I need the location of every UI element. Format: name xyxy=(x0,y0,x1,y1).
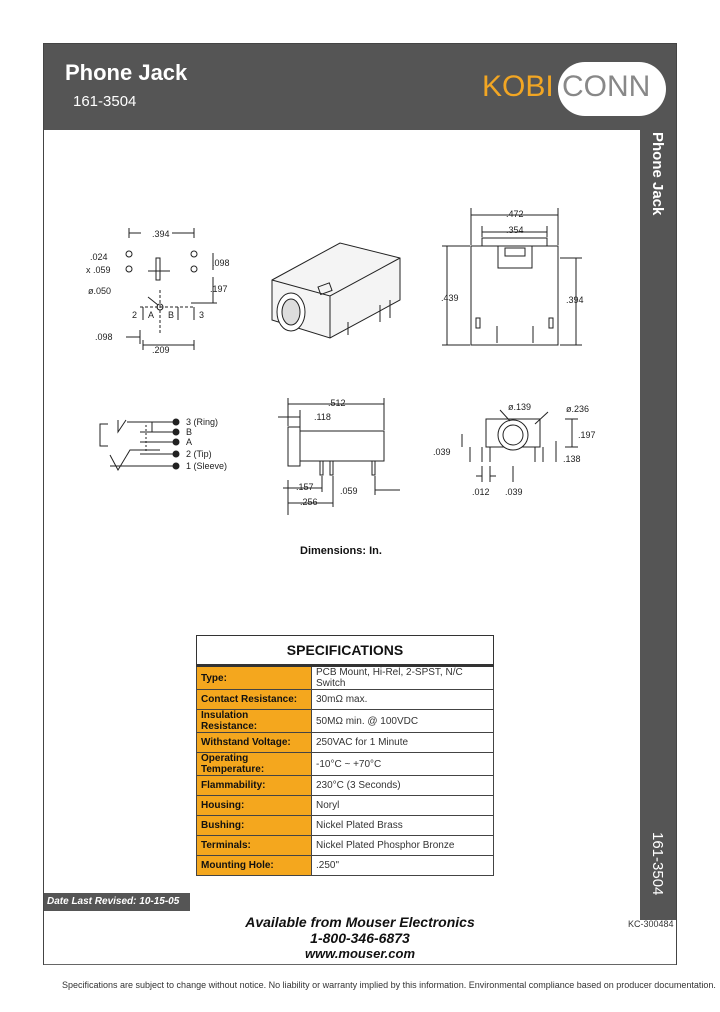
part-number: 161-3504 xyxy=(73,93,137,110)
specifications-table xyxy=(196,635,494,876)
spec-key: Contact Resistance: xyxy=(197,690,312,710)
spec-value: 50MΩ min. @ 100VDC xyxy=(312,710,494,733)
dim-439: .439 xyxy=(441,293,459,303)
spec-value: 250VAC for 1 Minute xyxy=(312,733,494,753)
dim-118: .118 xyxy=(314,412,331,422)
dim-197b: .197 xyxy=(578,430,596,440)
pin-3: 3 (Ring) xyxy=(186,417,219,427)
dim-394: .394 xyxy=(152,229,170,239)
logo-conn: CONN xyxy=(562,70,651,103)
spec-row xyxy=(197,753,494,776)
spec-row xyxy=(197,816,494,836)
spec-key: Insulation Resistance: xyxy=(197,710,312,733)
spec-row xyxy=(197,856,494,876)
sidebar-part-number: 161-3504 xyxy=(649,832,666,896)
revised-box xyxy=(44,893,190,911)
spec-key: Flammability: xyxy=(197,776,312,796)
dim-059b: .059 xyxy=(340,486,358,496)
spec-value: PCB Mount, Hi-Rel, 2-SPST, N/C Switch xyxy=(312,666,494,690)
availability-url[interactable]: www.mouser.com xyxy=(304,946,416,961)
availability-line1: Available from Mouser Electronics xyxy=(245,914,475,930)
spec-row xyxy=(197,733,494,753)
dim-157: .157 xyxy=(296,482,314,492)
schematic-drawing xyxy=(100,417,227,471)
dimensions-note: Dimensions: In. xyxy=(300,545,382,557)
spec-row xyxy=(197,666,494,690)
spec-key: Mounting Hole: xyxy=(197,856,312,876)
dim-039a: .039 xyxy=(433,447,451,457)
dim-039b: .039 xyxy=(505,487,523,497)
dim-138: .138 xyxy=(563,454,581,464)
spec-row xyxy=(197,690,494,710)
dim-354: .354 xyxy=(506,225,524,235)
spec-key: Operating Temperature: xyxy=(197,753,312,776)
spec-key: Terminals: xyxy=(197,836,312,856)
dim-256: .256 xyxy=(300,497,318,507)
dim-059: x .059 xyxy=(86,265,111,275)
spec-key: Type: xyxy=(197,666,312,690)
disclaimer: Specifications are subject to change without notice. No liability or warranty implied by this information. Environmental compliance based on producer documentation. xyxy=(62,980,716,990)
spec-row xyxy=(197,710,494,733)
spec-value: 30mΩ max. xyxy=(312,690,494,710)
dim-209: .209 xyxy=(152,345,170,355)
spec-row xyxy=(197,776,494,796)
pin-A: A xyxy=(186,437,193,447)
dim-098b: .098 xyxy=(95,332,113,342)
dim-512: .512 xyxy=(328,398,346,408)
footprint-drawing xyxy=(86,228,230,355)
sidebar-title: Phone Jack xyxy=(649,132,666,216)
footer-rule xyxy=(44,964,676,965)
spec-value: Noryl xyxy=(312,796,494,816)
pin-B: B xyxy=(186,427,193,437)
label-2: 2 xyxy=(132,310,138,320)
dim-197: .197 xyxy=(210,284,228,294)
dim-394b: .394 xyxy=(566,295,584,305)
dim-472: .472 xyxy=(506,209,524,219)
dim-012: .012 xyxy=(472,487,490,497)
spec-key: Withstand Voltage: xyxy=(197,733,312,753)
pin-1: 1 (Sleeve) xyxy=(186,461,228,471)
dim-139: ø.139 xyxy=(508,402,532,412)
spec-value: .250" xyxy=(312,856,494,876)
spec-row xyxy=(197,836,494,856)
spec-value: -10°C ~ +70°C xyxy=(312,753,494,776)
spec-value: 230°C (3 Seconds) xyxy=(312,776,494,796)
label-3: 3 xyxy=(199,310,205,320)
spec-value: Nickel Plated Brass xyxy=(312,816,494,836)
jack-3d-illustration xyxy=(272,243,400,338)
label-A: A xyxy=(148,310,155,320)
spec-key: Housing: xyxy=(197,796,312,816)
page-title: Phone Jack xyxy=(65,60,188,85)
label-B: B xyxy=(168,310,175,320)
date-last-revised: Date Last Revised: 10-15-05 xyxy=(47,896,180,907)
pin-2: 2 (Tip) xyxy=(186,449,212,459)
spec-row xyxy=(197,796,494,816)
bushing-view-drawing xyxy=(433,402,596,497)
dim-098a: .098 xyxy=(212,258,230,268)
kc-code: KC-300484 xyxy=(628,919,674,929)
dim-024: .024 xyxy=(90,252,108,262)
logo-kobi: KOBI xyxy=(482,70,554,103)
availability-phone: 1-800-346-6873 xyxy=(310,930,410,946)
front-view-drawing xyxy=(441,208,584,345)
spec-value: Nickel Plated Phosphor Bronze xyxy=(312,836,494,856)
dim-236: ø.236 xyxy=(566,404,590,414)
dim-050: ø.050 xyxy=(88,286,112,296)
specifications-title: SPECIFICATIONS xyxy=(197,636,494,666)
spec-key: Bushing: xyxy=(197,816,312,836)
side-view-drawing xyxy=(278,398,400,515)
